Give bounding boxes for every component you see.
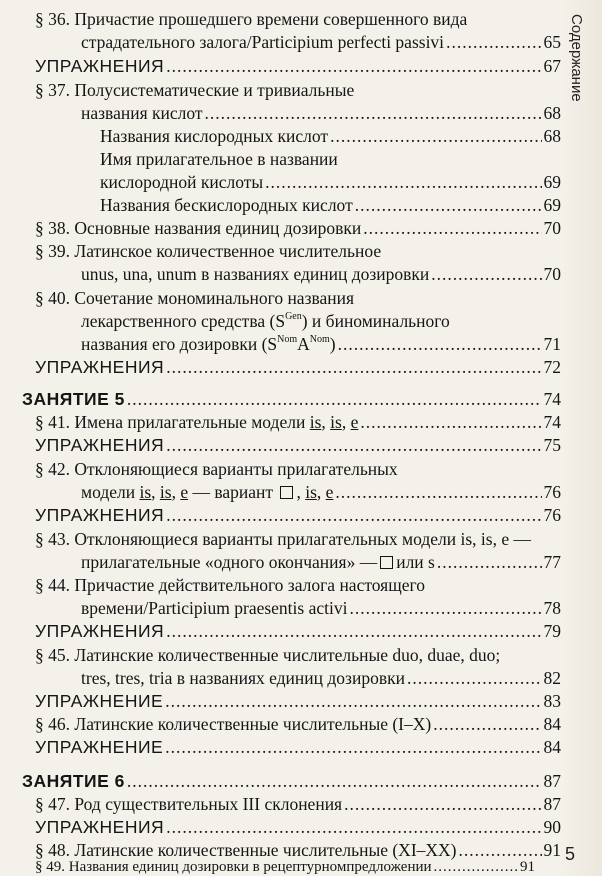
page-ref: 84 [543,714,561,734]
toc-entry-46[interactable]: § 46. Латинские количественные числительные (I–X) ..... 84 [35,713,561,735]
toc-exercise[interactable]: УПРАЖНЕНИЕ ..... 83 [35,690,561,712]
toc-entry-40[interactable]: названия его дозировки $(S^{Nom}A^{Nom})$ ..... 71 [81,333,561,355]
toc-entry-39-line1: § 39. Латинское количественное числительное [35,241,382,261]
page-ref: 69 [543,195,561,215]
page-ref: 70 [543,264,561,284]
dot-leader [446,31,541,53]
page-ref: 67 [543,56,561,76]
toc-exercise[interactable]: УПРАЖНЕНИЕ ..... 84 [35,736,561,758]
toc-entry-36[interactable]: страдательного залога/Participium perfecti passivi ..... 65 [81,31,561,53]
page-ref: 69 [543,172,561,192]
toc-entry-38[interactable]: § 38. Основные названия единиц дозировки ..... 70 [35,217,561,239]
page-ref: 76 [543,505,561,525]
toc-entry-43-line1: § 43. Отклоняющиеся варианты прилагательных модели is, is, e — [35,529,531,549]
toc-subentry-oxyacids[interactable]: Названия кислородных кислот ..... 68 [100,125,561,147]
page-edge [562,0,602,876]
toc-entry-41[interactable]: § 41. Имена прилагательные модели is, is, e ..... 74 [35,411,561,433]
toc-subentry-adjective[interactable]: кислородной кислоты ..... 69 [100,171,561,193]
page-ref: 91 [520,859,535,875]
page-number: 5 [565,844,576,864]
page-ref: 76 [543,482,561,502]
toc-entry-45-line1: § 45. Латинские количественные числительные duo, duae, duo; [35,645,501,665]
page-ref: 71 [543,334,561,354]
toc-entry-40-line2: лекарственного средства $(S^{Gen})$ и биноминального [81,311,450,331]
toc-lesson-6[interactable]: ЗАНЯТИЕ 6 ..... 87 [22,770,561,792]
toc-entry-40-line1: § 40. Сочетание мономинального названия [35,288,355,308]
toc-exercises[interactable]: УПРАЖНЕНИЯ ..... 67 [35,55,561,77]
square-symbol-icon [280,486,293,499]
page-ref: 74 [543,412,561,432]
toc-exercises[interactable]: УПРАЖНЕНИЯ ..... 90 [35,816,561,838]
toc-exercises[interactable]: УПРАЖНЕНИЯ ..... 75 [35,434,561,456]
page-ref: 82 [543,668,561,688]
page-ref: 87 [543,771,561,791]
toc-exercises[interactable]: УПРАЖНЕНИЯ ..... 72 [35,356,561,378]
page-ref: 87 [543,794,561,814]
toc-entry-43[interactable]: прилагательные «одного окончания» — или s ..... 77 [81,551,561,573]
page-ref: 68 [543,103,561,123]
toc-entry-36-line1: § 36. Причастие прошедшего времени совершенного вида [35,9,468,29]
toc-exercises[interactable]: УПРАЖНЕНИЯ ..... 76 [35,504,561,526]
page-ref: 65 [543,32,561,52]
page-ref: 78 [543,598,561,618]
page-ref: 84 [543,737,561,757]
toc-entry-39[interactable]: unus, una, unum в названиях единиц дозировки ..... 70 [81,263,561,285]
page-ref: 72 [543,357,561,377]
toc-subentry-adjective-line1: Имя прилагательное в названии [100,149,338,169]
toc-entry-45[interactable]: tres, tres, tria в названиях единиц дозировки ..... 82 [81,667,561,689]
toc-entry-48[interactable]: § 48. Латинские количественные числительные (XI–XX) ..... 91 [35,839,561,861]
toc-entry-44[interactable]: времени/Participium praesentis activi ..... 78 [81,597,561,619]
toc-exercises[interactable]: УПРАЖНЕНИЯ ..... 79 [35,620,561,642]
page-ref: 70 [543,218,561,238]
toc-entry-44-line1: § 44. Причастие действительного залога настоящего [35,575,425,595]
toc-entry-42-line1: § 42. Отклоняющиеся варианты прилагательных [35,459,398,479]
page-ref: 75 [543,435,561,455]
toc-entry-42[interactable]: модели is, is, e — вариант , is, e ..... 76 [81,481,561,503]
page-ref: 74 [543,389,561,409]
toc-entry-37-line1: § 37. Полусистематические и тривиальные [35,80,355,100]
toc-entry-49[interactable]: § 49. Названия единиц дозировки в рецептурном предложении ..... 91 [35,858,535,876]
toc-subentry-anoxic-acids[interactable]: Названия бескислородных кислот ..... 69 [100,194,561,216]
toc-entry-47[interactable]: § 47. Род существительных III склонения ..... 87 [35,793,561,815]
toc-lesson-5[interactable]: ЗАНЯТИЕ 5 ..... 74 [22,388,561,410]
square-symbol-icon [380,556,393,569]
page-ref: 68 [543,126,561,146]
page-ref: 83 [543,691,561,711]
toc-entry-37[interactable]: названия кислот ..... 68 [81,102,561,124]
page-ref: 77 [543,552,561,572]
dot-leader [434,858,518,876]
page-ref: 91 [543,840,561,860]
page-ref: 79 [543,621,561,641]
page-ref: 90 [543,817,561,837]
section-title: Содержание [568,14,585,102]
